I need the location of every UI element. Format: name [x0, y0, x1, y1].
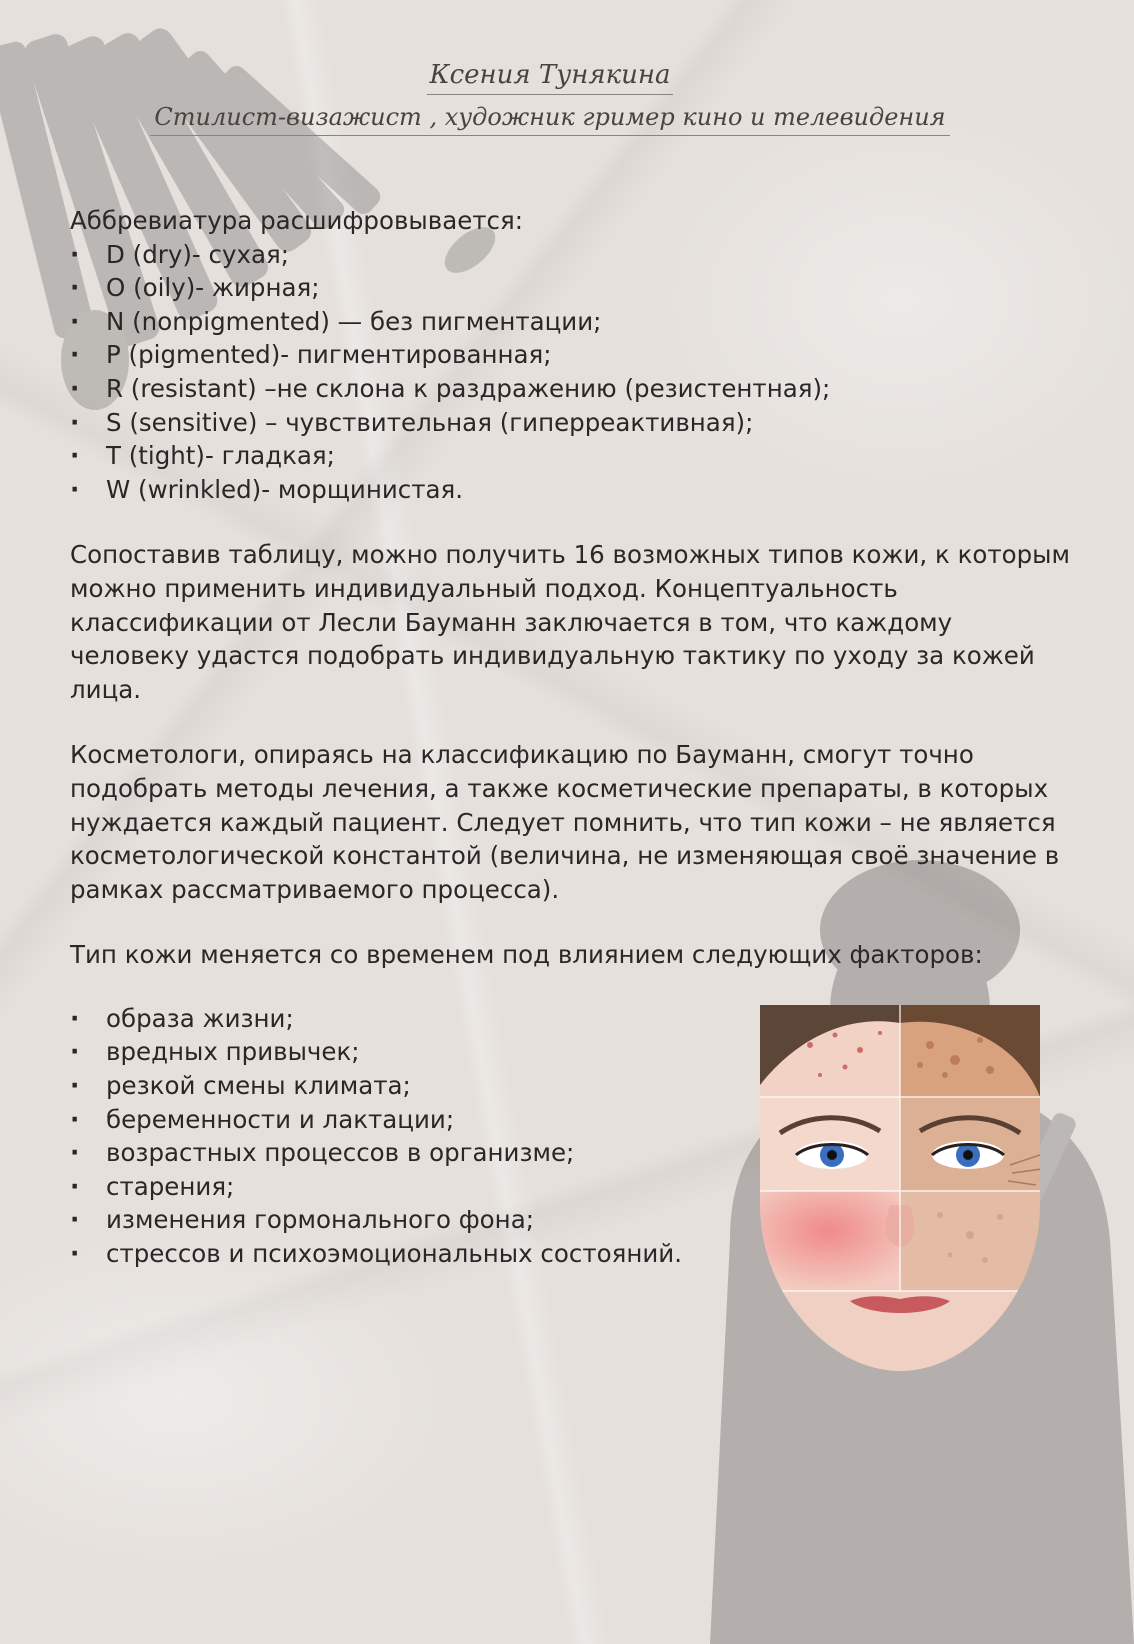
author-title: Стилист-визажист , художник гример кино и телевидения — [150, 103, 949, 136]
abbreviation-list — [70, 238, 1070, 507]
paragraph-cosmetologists: Косметологи, опираясь на классификацию по Бауманн, смогут точно подобрать методы лечения, а также косметические препараты, в которых нуждается каждый пациент. Следует помнить, что тип кожи – не является косметологической константой (величина, не изменяющая своё значение в рамках рассматриваемого процесса). — [70, 740, 1060, 904]
factors-list — [70, 1002, 710, 1271]
abbreviation-intro: Аббревиатура расшифровывается: — [70, 206, 524, 235]
list-item: · O (oily)- жирная; — [70, 271, 1070, 305]
list-item: · беременности и лактации; — [70, 1103, 710, 1137]
list-item: · возрастных процессов в организме; — [70, 1136, 710, 1170]
list-item: · S (sensitive) – чувствительная (гиперреактивная); — [70, 406, 1070, 440]
author-name: Ксения Тунякина — [427, 60, 672, 95]
list-item: · R (resistant) –не склона к раздражению (резистентная); — [70, 372, 1070, 406]
paragraph-factors-intro: Тип кожи меняется со временем под влиянием следующих факторов: — [70, 940, 983, 970]
skin-types-face-collage — [740, 1005, 1060, 1371]
list-item: · образа жизни; — [70, 1002, 710, 1036]
list-item: · D (dry)- сухая; — [70, 238, 1070, 272]
list-item: · старения; — [70, 1170, 710, 1204]
list-item: · P (pigmented)- пигментированная; — [70, 338, 1070, 372]
page-header — [0, 60, 1100, 136]
list-item: · W (wrinkled)- морщинистая. — [70, 473, 1070, 507]
list-item: · T (tight)- гладкая; — [70, 439, 1070, 473]
list-item: · стрессов и психоэмоциональных состояний. — [70, 1237, 710, 1271]
list-item: · вредных привычек; — [70, 1035, 710, 1069]
list-item: · резкой смены климата; — [70, 1069, 710, 1103]
list-item: · изменения гормонального фона; — [70, 1203, 710, 1237]
list-item: · N (nonpigmented) — без пигментации; — [70, 305, 1070, 339]
paragraph-skin-types: Сопоставив таблицу, можно получить 16 возможных типов кожи, к которым можно применить индивидуальный подход. Концептуальность классификации от Лесли Бауманн заключается в том, что каждому человеку удастся подобрать индивидуальную тактику по уходу за кожей лица. — [70, 540, 1070, 704]
